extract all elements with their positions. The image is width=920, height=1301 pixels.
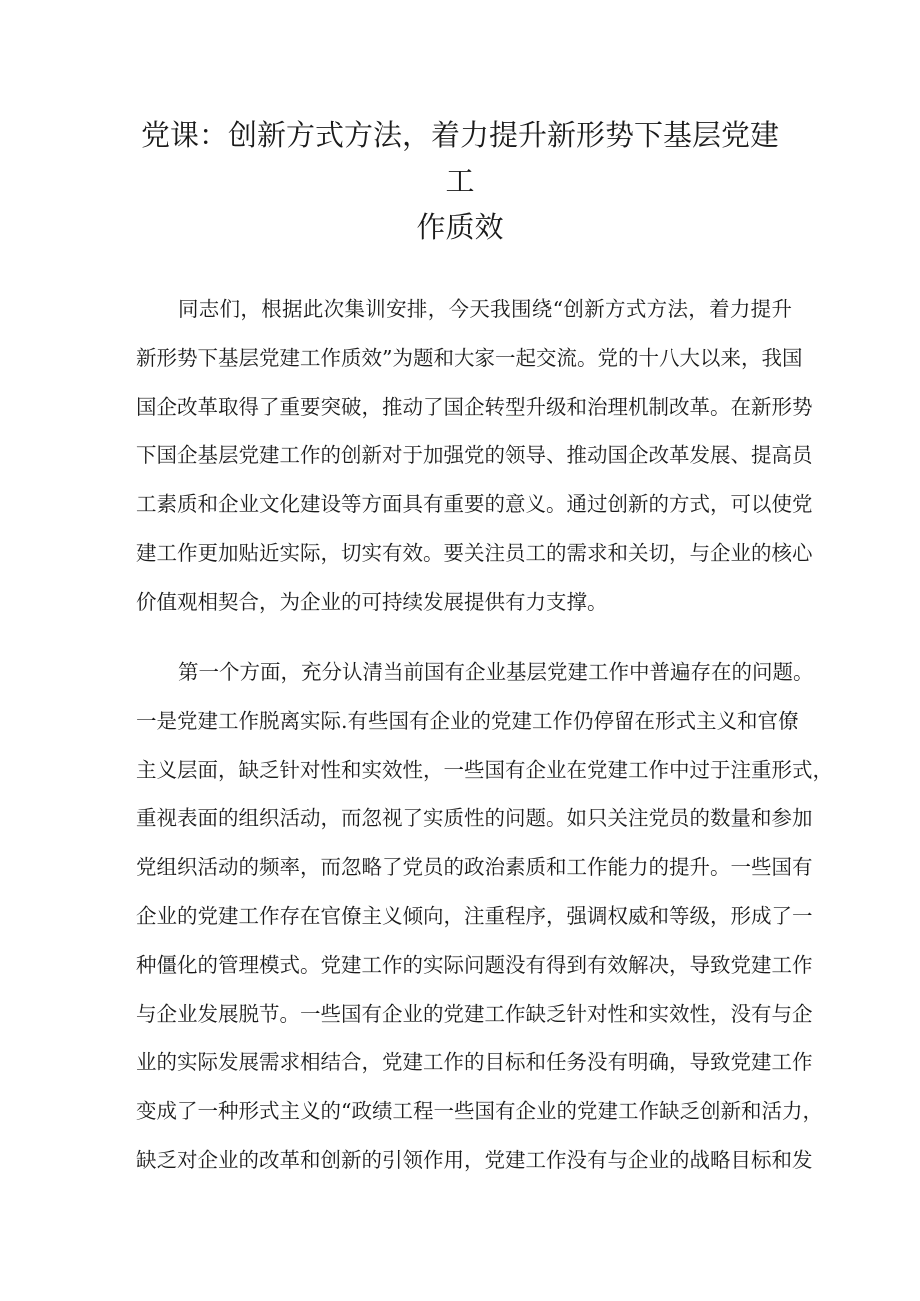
text-line: 与企业发展脱节。一些国有企业的党建工作缺乏针对性和实效性，没有与企: [136, 1001, 813, 1026]
title-line-2: 作质效: [416, 210, 504, 244]
text-line: 下国企基层党建工作的创新对于加强党的领导、推动国企改革发展、提高员: [136, 443, 813, 468]
text-line: 变成了一种形式主义的“政绩工程一些国有企业的党建工作缺乏创新和活力，: [136, 1099, 823, 1124]
text-line: 业的实际发展需求相结合，党建工作的目标和任务没有明确，导致党建工作: [136, 1050, 813, 1075]
text-line: 企业的党建工作存在官僚主义倾向，注重程序，强调权威和等级，形成了一: [136, 903, 813, 928]
text-line: 缺乏对企业的改革和创新的引领作用，党建工作没有与企业的战略目标和发: [136, 1147, 813, 1172]
text-line: 一是党建工作脱离实际.有些国有企业的党建工作仍停留在形式主义和官僚: [136, 708, 799, 733]
text-line: 重视表面的组织活动，而忽视了实质性的问题。如只关注党员的数量和参加: [136, 806, 813, 831]
text-line: 新形势下基层党建工作质效”为题和大家一起交流。党的十八大以来，我国: [136, 345, 803, 370]
text-line: 价值观相契合，为企业的可持续发展提供有力支撑。: [136, 589, 608, 614]
title-line-1: 党课：创新方式方法，着力提升新形势下基层党建工: [140, 118, 779, 198]
text-line: 主义层面，缺乏针对性和实效性，一些国有企业在党建工作中过于注重形式，: [136, 757, 833, 782]
document-title: [130, 112, 790, 250]
text-line: 第一个方面，充分认清当前国有企业基层党建工作中普遍存在的问题。: [178, 660, 814, 684]
text-line: 建工作更加贴近实际，切实有效。要关注员工的需求和关切，与企业的核心: [136, 540, 813, 565]
paragraph-intro: [136, 285, 813, 627]
text-line: 党组织活动的频率，而忽略了党员的政治素质和工作能力的提升。一些国有: [136, 855, 813, 880]
text-line: 同志们，根据此次集训安排，今天我围绕“创新方式方法，着力提升: [178, 297, 792, 321]
text-line: 工素质和企业文化建设等方面具有重要的意义。通过创新的方式，可以使党: [136, 492, 813, 517]
text-line: 国企改革取得了重要突破，推动了国企转型升级和治理机制改革。在新形势: [136, 394, 813, 419]
text-line: 种僵化的管理模式。党建工作的实际问题没有得到有效解决，导致党建工作: [136, 952, 813, 977]
paragraph-first-aspect: [136, 648, 833, 1185]
